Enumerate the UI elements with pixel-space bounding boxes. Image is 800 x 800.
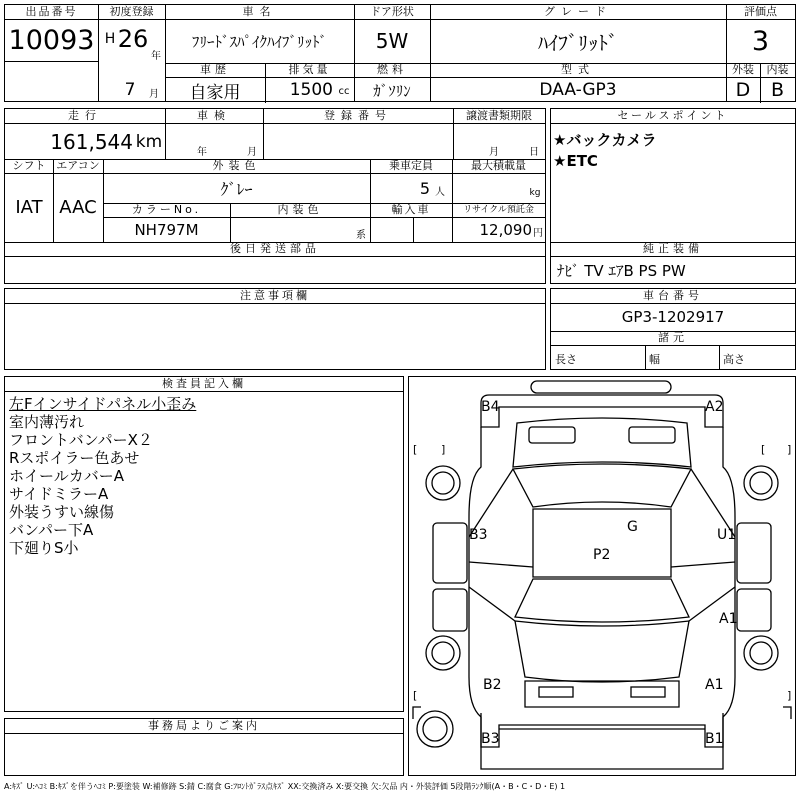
first-registration-label: 初度登録 bbox=[109, 5, 154, 18]
lot-number-label: 出品番号 bbox=[25, 5, 78, 18]
inspector-note-item: 下廻りS小 bbox=[9, 539, 79, 557]
inspector-note-item: バンパー下A bbox=[9, 521, 94, 539]
shift-value: IAT bbox=[15, 197, 43, 218]
aircon-value: AAC bbox=[59, 197, 97, 218]
width-label: 幅 bbox=[649, 353, 660, 366]
sales-point-block bbox=[550, 108, 796, 284]
lot-number-value: 10093 bbox=[8, 24, 95, 56]
import-label: 輸入車 bbox=[391, 203, 431, 216]
inspector-note-item: 室内薄汚れ bbox=[9, 413, 85, 431]
inspector-note-item: サイドミラーA bbox=[9, 485, 109, 503]
person-unit: 人 bbox=[435, 186, 445, 198]
car-damage-diagram: B4 A2 B3 U1 G P2 A1 B2 A1 B3 B1 [ ] [ ] [ ] bbox=[408, 376, 796, 776]
yen-unit: 円 bbox=[533, 227, 543, 239]
model-name-value: ﾌﾘｰﾄﾞｽﾊﾟｲｸﾊｲﾌﾞﾘｯﾄﾞ bbox=[191, 32, 327, 51]
inspection-month-unit: 月 bbox=[247, 146, 257, 158]
notes-header: 注意事項欄 bbox=[5, 289, 545, 304]
genuine-equipment-label: 純正装備 bbox=[643, 242, 703, 255]
caution-notes-block bbox=[4, 288, 546, 370]
shift-label: シフト bbox=[12, 159, 46, 172]
sales-point-item: ★ETC bbox=[553, 152, 598, 170]
max-load-label: 最大積載量 bbox=[471, 159, 526, 172]
sales-points-label: セールスポイント bbox=[617, 109, 729, 122]
legend-text: A:ｷｽﾞ U:ﾍｺﾐ B:ｷｽﾞを伴うﾍｺﾐ P:要塗装 W:補修跡 S:錆 C:腐食 G:ﾌﾛﾝﾄｶﾞﾗｽ点ｷｽﾞ XX:交換済み X:要交換 欠:欠品 内・外装評価 5段階ﾗﾝｸ順(A・B・C・D・E) 1 bbox=[4, 782, 566, 791]
damage-mark: U1 bbox=[717, 527, 737, 543]
vehicle-detail-block bbox=[4, 108, 546, 284]
inspection-label: 車検 bbox=[197, 109, 231, 122]
recycle-fee-value: 12,090 bbox=[479, 220, 532, 239]
score-label: 評価点 bbox=[744, 5, 777, 18]
office-notice-block bbox=[4, 718, 404, 776]
door-type-value: 5W bbox=[375, 29, 409, 53]
damage-mark: B4 bbox=[481, 399, 500, 415]
damage-mark: P2 bbox=[593, 547, 611, 563]
damage-mark: A2 bbox=[705, 399, 724, 415]
month-unit: 月 bbox=[149, 88, 159, 100]
kg-unit: kg bbox=[529, 188, 541, 198]
damage-mark: B2 bbox=[483, 677, 502, 693]
damage-mark: A1 bbox=[719, 611, 738, 627]
inspection-year-unit: 年 bbox=[197, 146, 207, 158]
genuine-equipment-value: ﾅﾋﾞ TV ｴｱB PS PW bbox=[557, 262, 686, 280]
displacement-label: 排気量 bbox=[288, 63, 331, 76]
inspector-notes-header: 検査員記入欄 bbox=[5, 377, 403, 392]
inspector-note-item: 外装うすい線傷 bbox=[9, 503, 115, 521]
registration-no-label: 登録番号 bbox=[324, 109, 392, 122]
height-label: 高さ bbox=[723, 353, 745, 366]
damage-mark: A1 bbox=[705, 677, 724, 693]
inspector-note-item: Rスポイラー色あせ bbox=[9, 449, 140, 467]
registration-month-value: 7 bbox=[124, 80, 136, 100]
door-type-label: ドア形状 bbox=[370, 5, 414, 18]
exterior-grade-value: D bbox=[735, 79, 751, 101]
color-no-value: NH797M bbox=[134, 220, 199, 239]
capacity-value: 5 bbox=[419, 178, 430, 198]
inspector-note-item: フロントバンパーX２ bbox=[9, 431, 153, 449]
chassis-block bbox=[550, 288, 796, 370]
mileage-value: 161,544 bbox=[50, 130, 133, 154]
office-notice-header: 事務局よりご案内 bbox=[5, 719, 403, 734]
model-name-label: 車名 bbox=[242, 5, 277, 18]
exterior-color-value: ｸﾞﾚｰ bbox=[220, 179, 253, 199]
exterior-color-label: 外装色 bbox=[212, 159, 261, 172]
doc-deadline-label: 譲渡書類期限 bbox=[466, 109, 532, 122]
vehicle-info-block bbox=[4, 4, 796, 102]
displacement-value: 1500 bbox=[289, 80, 333, 100]
inspector-note-item: ホイールカバーA bbox=[9, 467, 124, 485]
era-label: H bbox=[104, 31, 116, 47]
interior-color-label: 内装色 bbox=[277, 203, 323, 216]
later-parts-label: 後日発送部品 bbox=[230, 242, 320, 255]
score-value: 3 bbox=[751, 25, 770, 57]
km-unit: km bbox=[135, 132, 163, 152]
car-outline-drawing bbox=[409, 377, 795, 775]
type-code-label: 型式 bbox=[561, 63, 595, 76]
fuel-label: 燃料 bbox=[377, 63, 407, 76]
damage-mark: B3 bbox=[469, 527, 488, 543]
kei-unit: 系 bbox=[356, 229, 366, 241]
chassis-no-value: GP3-1202917 bbox=[621, 308, 725, 326]
mileage-label: 走行 bbox=[68, 109, 102, 122]
cc-unit: cc bbox=[338, 85, 350, 97]
exterior-grade-label: 外装 bbox=[732, 63, 754, 76]
year-unit: 年 bbox=[151, 50, 161, 62]
sales-point-item: ★バックカメラ bbox=[553, 131, 657, 149]
grade-value: ﾊｲﾌﾞﾘｯﾄﾞ bbox=[538, 30, 618, 55]
history-value: 自家用 bbox=[189, 82, 241, 103]
type-code-value: DAA-GP3 bbox=[539, 80, 617, 100]
doc-month-unit: 月 bbox=[489, 146, 499, 158]
damage-mark: B1 bbox=[705, 731, 724, 747]
grade-label: グレード bbox=[544, 5, 612, 18]
dimensions-label: 諸元 bbox=[658, 331, 688, 344]
history-label: 車歴 bbox=[200, 63, 230, 76]
fuel-value: ｶﾞｿﾘﾝ bbox=[373, 81, 411, 100]
registration-year-value: 26 bbox=[117, 25, 149, 53]
capacity-label: 乗車定員 bbox=[389, 159, 433, 172]
doc-day-unit: 日 bbox=[529, 146, 539, 158]
interior-grade-label: 内装 bbox=[766, 63, 789, 76]
interior-grade-value: B bbox=[770, 79, 785, 101]
recycle-fee-label: リサイクル預託金 bbox=[463, 205, 534, 215]
aircon-label: エアコン bbox=[56, 159, 100, 172]
inspector-notes-block bbox=[4, 376, 404, 712]
length-label: 長さ bbox=[555, 353, 577, 366]
color-no-label: カラーNo. bbox=[131, 203, 202, 216]
damage-mark: G bbox=[627, 519, 638, 535]
chassis-no-label: 車台番号 bbox=[643, 289, 703, 302]
inspector-note-item: 左Fインサイドパネル小歪み bbox=[9, 395, 197, 413]
damage-mark: B3 bbox=[481, 731, 500, 747]
